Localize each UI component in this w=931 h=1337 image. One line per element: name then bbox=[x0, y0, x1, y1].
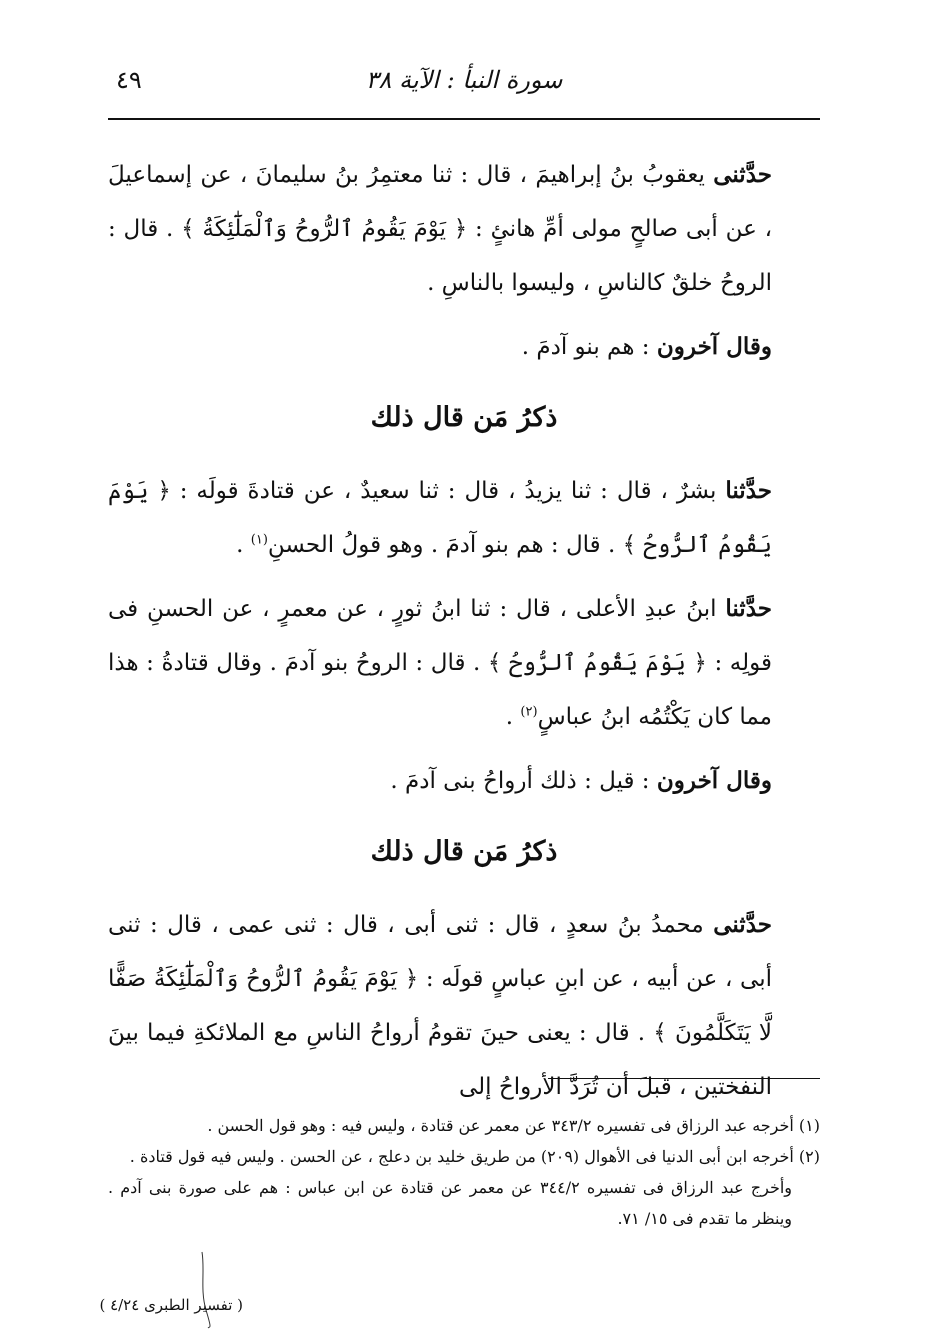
paragraph-6 bbox=[108, 898, 820, 1114]
paragraph-text: . قال : يعنى حينَ تقومُ أرواحُ الناسِ مع الملائكةِ فيما بينَ النفختين ، قبلَ أن تُرَدَّ الأرواحُ إلى bbox=[108, 1020, 772, 1100]
paragraph-5 bbox=[108, 754, 820, 808]
surah-title: سورة النبأ : الآية ٣٨ bbox=[365, 66, 563, 94]
footnote-2: (٢) أخرجه ابن أبى الدنيا فى الأهوال (٢٠٩) من طريق خليد بن دعلج ، عن الحسن . وليس فيه قول قتادة . bbox=[129, 1147, 820, 1166]
section-heading: ذكرُ مَن قال ذلك bbox=[370, 836, 558, 867]
paragraph-lead: وقال آخرون bbox=[656, 333, 772, 360]
printer-mark-stroke bbox=[196, 1250, 216, 1330]
paragraph-text: : هم بنو آدمَ . bbox=[521, 334, 657, 360]
paragraph-text: : قيل : ذلك أرواحُ بنى آدمَ . bbox=[390, 768, 657, 794]
quran-verse: ﴿ يَوْمَ يَقُومُ ٱلرُّوحُ وَٱلْمَلَٰٓئِكَةُ صَفًّا لَّا يَتَكَلَّمُونَ ﴾ bbox=[108, 966, 772, 1046]
section-heading: ذكرُ مَن قال ذلك bbox=[370, 402, 558, 433]
page-number: ٤٩ bbox=[116, 66, 142, 94]
paragraph-1 bbox=[108, 148, 820, 310]
footnote-1: (١) أخرجه عبد الرزاق فى تفسيره ٣٤٣/٢ عن معمر عن قتادة ، وليس فيه : وهو قول الحسن . bbox=[207, 1116, 820, 1135]
quran-verse: ﴿ يَوْمَ يَقُومُ ٱلرُّوحُ وَٱلْمَلَٰٓئِكَةُ ﴾ bbox=[181, 216, 468, 242]
paragraph-lead: حدَّثنى bbox=[713, 161, 772, 188]
paragraph-text: . قال : الروحُ بنو آدمَ . وقال قتادةُ : هذا مما كان يَكْتُمُه ابنُ عباسٍ bbox=[108, 650, 772, 730]
footnote-2-continuation: وأخرج عبد الرزاق فى تفسيره ٣٤٤/٢ عن معمر عن قتادة عن ابن عباس : هم على صورة بنى آدم . وينظر ما تقدم فى ١٥/ ٧١. bbox=[108, 1178, 793, 1228]
paragraph-text: يعقوبُ بنُ إبراهيمَ ، قال : ثنا معتمِرُ بنُ سليمانَ ، عن إسماعيلَ ، عن أبى صالحٍ مولى أمِّ هانئٍ : bbox=[108, 162, 773, 242]
paragraph-lead: حدَّثنا bbox=[725, 477, 772, 504]
footnotes bbox=[108, 1110, 820, 1234]
paragraph-4 bbox=[108, 582, 820, 744]
paragraph-lead: وقال آخرون bbox=[656, 767, 772, 794]
footnote-ref[interactable]: (٢) bbox=[520, 704, 538, 720]
paragraph-text: ابنُ عبدِ الأعلى ، قال : ثنا ابنُ ثورٍ ، عن معمرٍ ، عن الحسنِ فى قولِه : bbox=[108, 596, 772, 676]
paragraph-lead: حدَّثنا bbox=[725, 595, 772, 622]
quran-verse: ﴿ يَوْمَ يَقُومُ ٱلرُّوحُ ﴾ bbox=[108, 478, 772, 558]
quran-verse: ﴿ يَوْمَ يَقُومُ ٱلرُّوحُ ﴾ bbox=[487, 650, 707, 676]
main-text bbox=[108, 148, 820, 1124]
paragraph-text: محمدُ بنُ سعدٍ ، قال : ثنى أبى ، قال : ثنى عمى ، قال : ثنى أبى ، عن أبيه ، عن ابنِ عباسٍ قولَه : bbox=[108, 912, 772, 992]
running-header bbox=[108, 62, 820, 108]
paragraph-text: . قال : الروحُ خلقٌ كالناسِ ، وليسوا بالناسِ . bbox=[108, 216, 772, 296]
paragraph-text: بشرٌ ، قال : ثنا يزيدُ ، قال : ثنا سعيدٌ ، عن قتادةَ قولَه : bbox=[170, 478, 726, 504]
paragraph-text: . bbox=[236, 532, 251, 558]
paragraph-3 bbox=[108, 464, 820, 572]
paragraph-text: . قال : هم بنو آدمَ . وهو قولُ الحسنِ bbox=[267, 532, 623, 558]
paragraph-lead: حدَّثنى bbox=[713, 911, 772, 938]
footnote-rule bbox=[548, 1078, 820, 1079]
printer-signature: ( تفسير الطبرى ٤/٢٤ ) bbox=[99, 1296, 243, 1314]
paragraph-2 bbox=[108, 320, 820, 374]
header-rule bbox=[108, 118, 820, 120]
footnote-ref[interactable]: (١) bbox=[250, 532, 268, 548]
paragraph-text: . bbox=[505, 704, 521, 730]
